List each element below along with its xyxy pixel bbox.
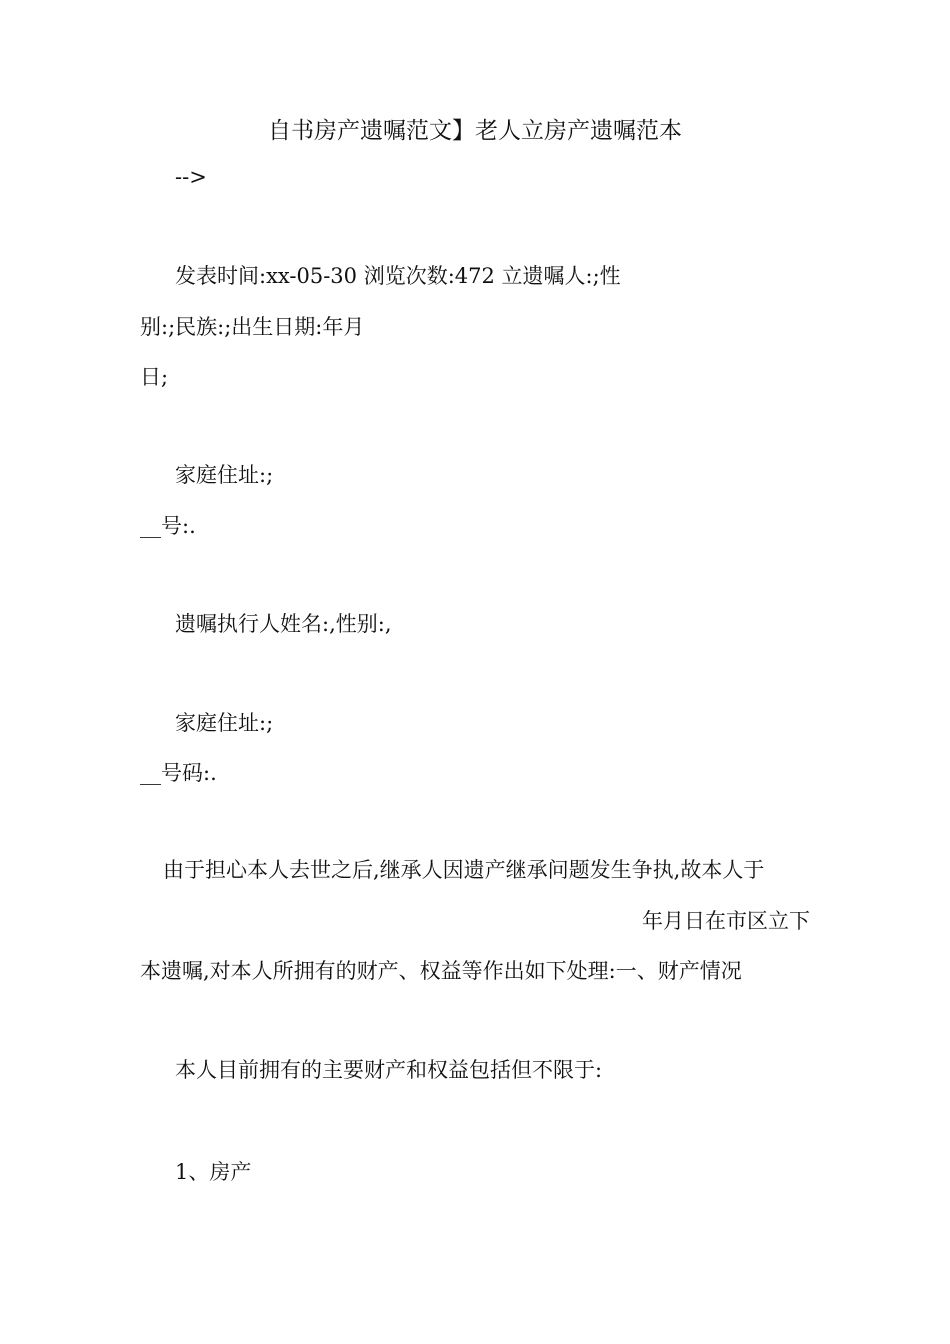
assets-intro: 本人目前拥有的主要财产和权益包括但不限于: [175,1058,603,1082]
paragraph-line-3: 本遗嘱,对本人所拥有的财产、权益等作出如下处理:一、财产情况 [140,959,742,983]
meta-line-1: 发表时间:xx-05-30 浏览次数:472 立遗嘱人:;性 [175,264,621,288]
document-title: 自书房产遗嘱范文】老人立房产遗嘱范本 [268,118,682,144]
paragraph-line-1: 由于担心本人去世之后,继承人因遗产继承问题发生争执,故本人于 [163,858,765,882]
meta-line-2: 别:;民族:;出生日期:年月 [140,315,365,339]
arrow-text: --> [175,165,207,189]
testator-phone: __号:. [140,514,196,538]
meta-line-3: 日; [140,365,169,389]
executor-phone: __号码:. [140,761,217,785]
executor-info: 遗嘱执行人姓名:,性别:, [175,612,392,636]
testator-address: 家庭住址:; [175,463,274,487]
executor-address: 家庭住址:; [175,711,274,735]
list-item-house: 1、房产 [175,1160,252,1184]
paragraph-line-2: 年月日在市区立下 [642,909,810,933]
